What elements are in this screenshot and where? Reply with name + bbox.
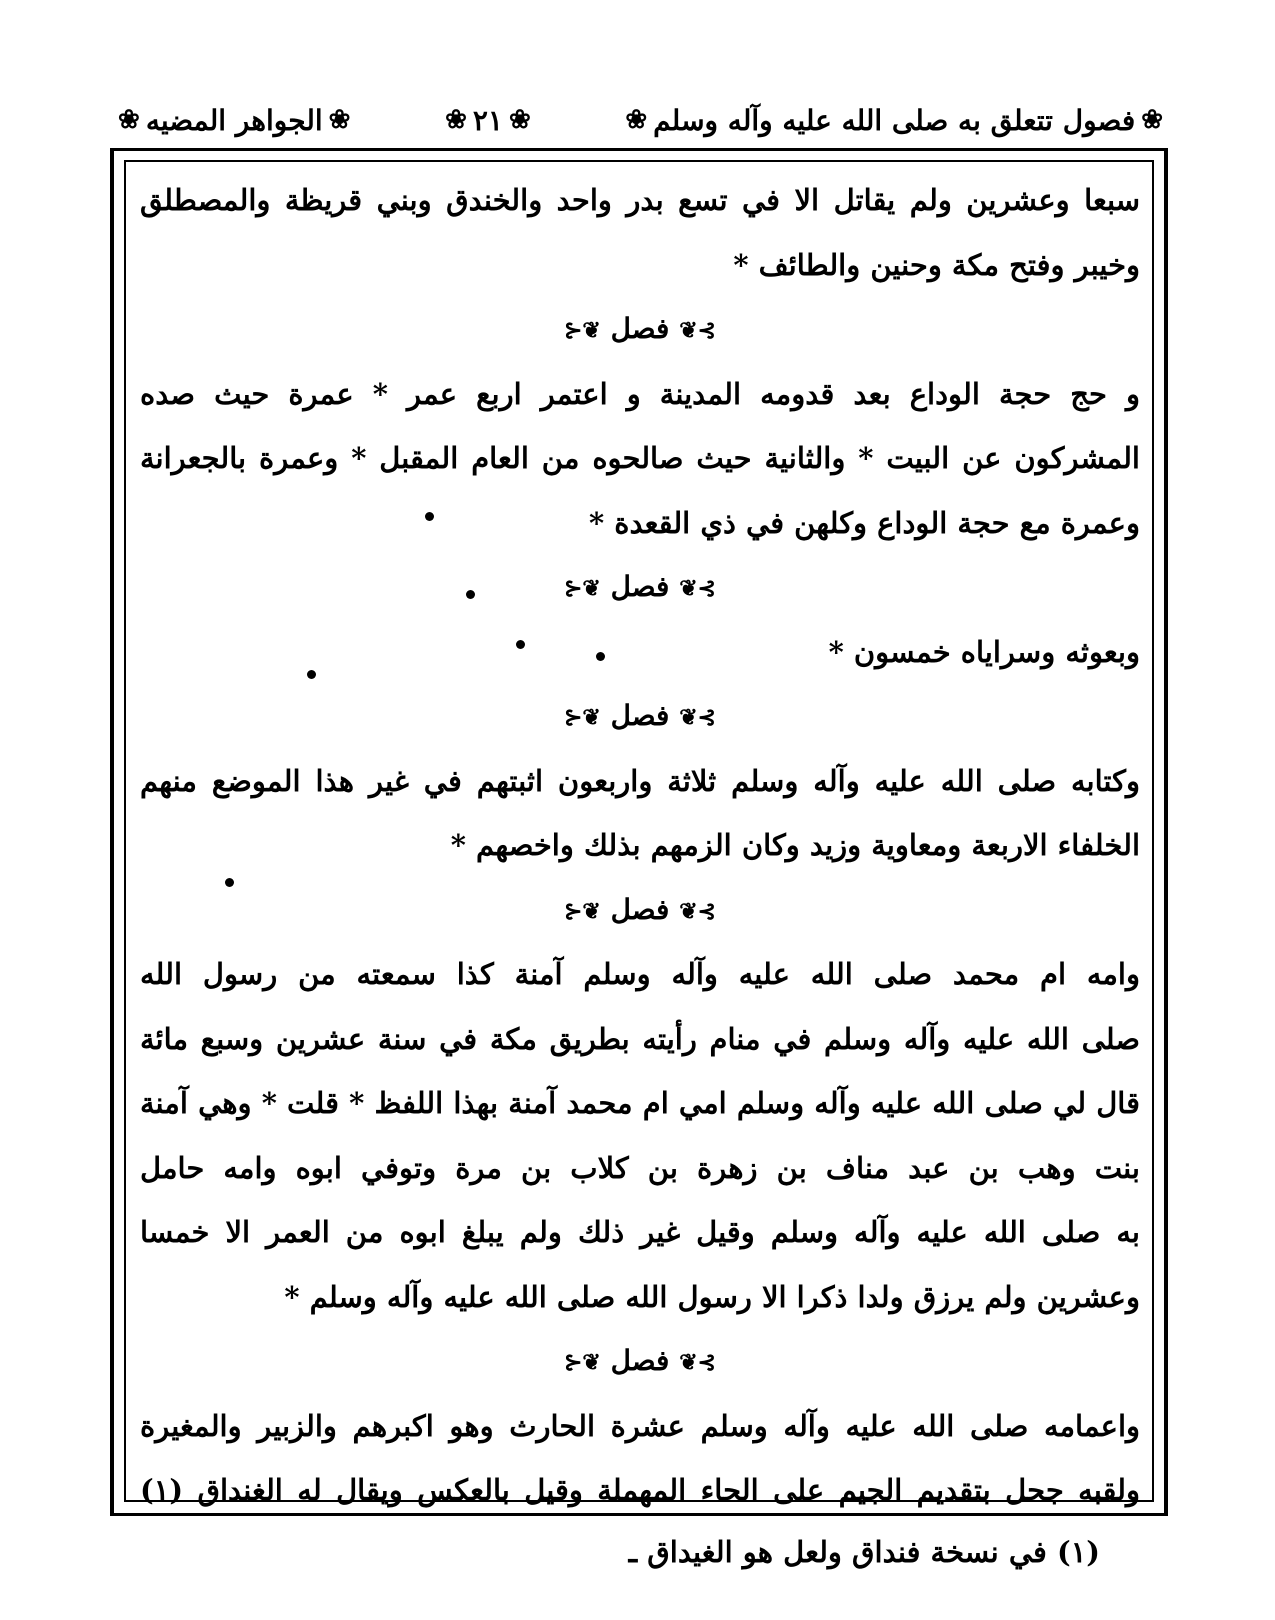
- text-line: به صلى الله عليه وآله وسلم وقيل غير ذلك ولم يبلغ ابوه من العمر الا خمسا: [140, 1215, 1140, 1249]
- header-section-title: [625, 104, 1163, 137]
- print-speck: [425, 512, 434, 521]
- section-heading: ⊱❦ فصل ❦⊰: [563, 570, 717, 603]
- ornament-icon: ❦⊰: [563, 704, 601, 731]
- ornament-icon: ❀: [118, 105, 140, 135]
- header-book-title: [118, 104, 350, 137]
- text-line: وامه ام محمد صلى الله عليه وآله وسلم آمنة كذا سمعته من رسول الله: [140, 957, 1140, 991]
- book-title-text: الجواهر المضيه: [145, 103, 323, 137]
- print-speck: [596, 652, 605, 661]
- text-line: و حج حجة الوداع بعد قدومه المدينة و اعتمر اربع عمر * عمرة حيث صده: [140, 376, 1140, 411]
- text-line: وعمرة مع حجة الوداع وكلهن في ذي القعدة *: [589, 505, 1140, 540]
- ornament-icon: ⊱❦: [679, 575, 717, 602]
- main-text: [140, 168, 1140, 1507]
- ornament-icon: ❀: [625, 105, 648, 135]
- text-line: وعشرين ولم يرزق ولدا ذكرا الا رسول الله صلى الله عليه وآله وسلم *: [284, 1279, 1140, 1314]
- ornament-icon: ❦⊰: [563, 575, 601, 602]
- header-page-number: [445, 104, 531, 137]
- text-line: صلى الله عليه وآله وسلم في منام رأيته بطريق مكة في سنة عشرين وسبع مائة: [140, 1021, 1140, 1056]
- ornament-icon: ❀: [508, 105, 531, 135]
- ornament-icon: ⊱❦: [679, 704, 717, 731]
- text-line: ولقبه جحل بتقديم الجيم على الحاء المهملة وقيل بالعكس ويقال له الغنداق (١): [140, 1473, 1140, 1507]
- ornament-icon: ⊱❦: [679, 898, 717, 924]
- section-heading: ⊱❦ فصل ❦⊰: [563, 1344, 717, 1377]
- print-speck: [307, 670, 316, 679]
- text-line: الخلفاء الاربعة ومعاوية وزيد وكان الزمهم بذلك واخصهم *: [450, 828, 1140, 862]
- ornament-icon: ❀: [328, 105, 351, 135]
- section-heading: ⊱❦ فصل ❦⊰: [563, 312, 717, 345]
- text-line: وبعوثه وسراياه خمسون *: [828, 634, 1140, 669]
- section-heading: ⊱❦ فصل ❦⊰: [563, 699, 717, 732]
- ornament-icon: ❀: [1141, 105, 1163, 135]
- footnote: (١) في نسخة فنداق ولعل هو الغيداق ـ: [628, 1535, 1100, 1569]
- section-title-text: فصول تتعلق به صلى الله عليه وآله وسلم: [653, 103, 1136, 137]
- print-speck: [516, 640, 525, 649]
- text-line: قال لي صلى الله عليه وآله وسلم امي ام محمد آمنة بهذا اللفظ * قلت * وهي آمنة: [140, 1086, 1140, 1120]
- running-header: [118, 92, 1163, 148]
- text-line: وخيبر وفتح مكة وحنين والطائف *: [733, 247, 1140, 282]
- print-speck: [466, 590, 475, 599]
- page-number-text: ٢١: [472, 103, 503, 137]
- ornament-icon: ❦⊰: [563, 317, 601, 344]
- text-line: واعمامه صلى الله عليه وآله وسلم عشرة الحارث وهو اكبرهم والزبير والمغيرة: [140, 1408, 1140, 1443]
- text-line: المشركون عن البيت * والثانية حيث صالحوه من العام المقبل * وعمرة بالجعرانة: [140, 441, 1140, 475]
- print-speck: [225, 878, 234, 887]
- ornament-icon: ❀: [445, 105, 467, 135]
- section-heading: ⊱❦ فصل ❦⊰: [563, 892, 717, 926]
- ornament-icon: ❦⊰: [563, 898, 601, 924]
- text-line: سبعا وعشرين ولم يقاتل الا في تسع بدر واحد والخندق وبني قريظة والمصطلق: [140, 183, 1140, 217]
- ornament-icon: ⊱❦: [679, 1349, 717, 1376]
- ornament-icon: ⊱❦: [679, 317, 717, 344]
- text-line: وكتابه صلى الله عليه وآله وسلم ثلاثة واربعون اثبتهم في غير هذا الموضع منهم: [140, 763, 1140, 798]
- text-line: بنت وهب بن عبد مناف بن زهرة بن كلاب بن مرة وتوفي ابوه وامه حامل: [140, 1150, 1140, 1185]
- ornament-icon: ❦⊰: [563, 1349, 601, 1376]
